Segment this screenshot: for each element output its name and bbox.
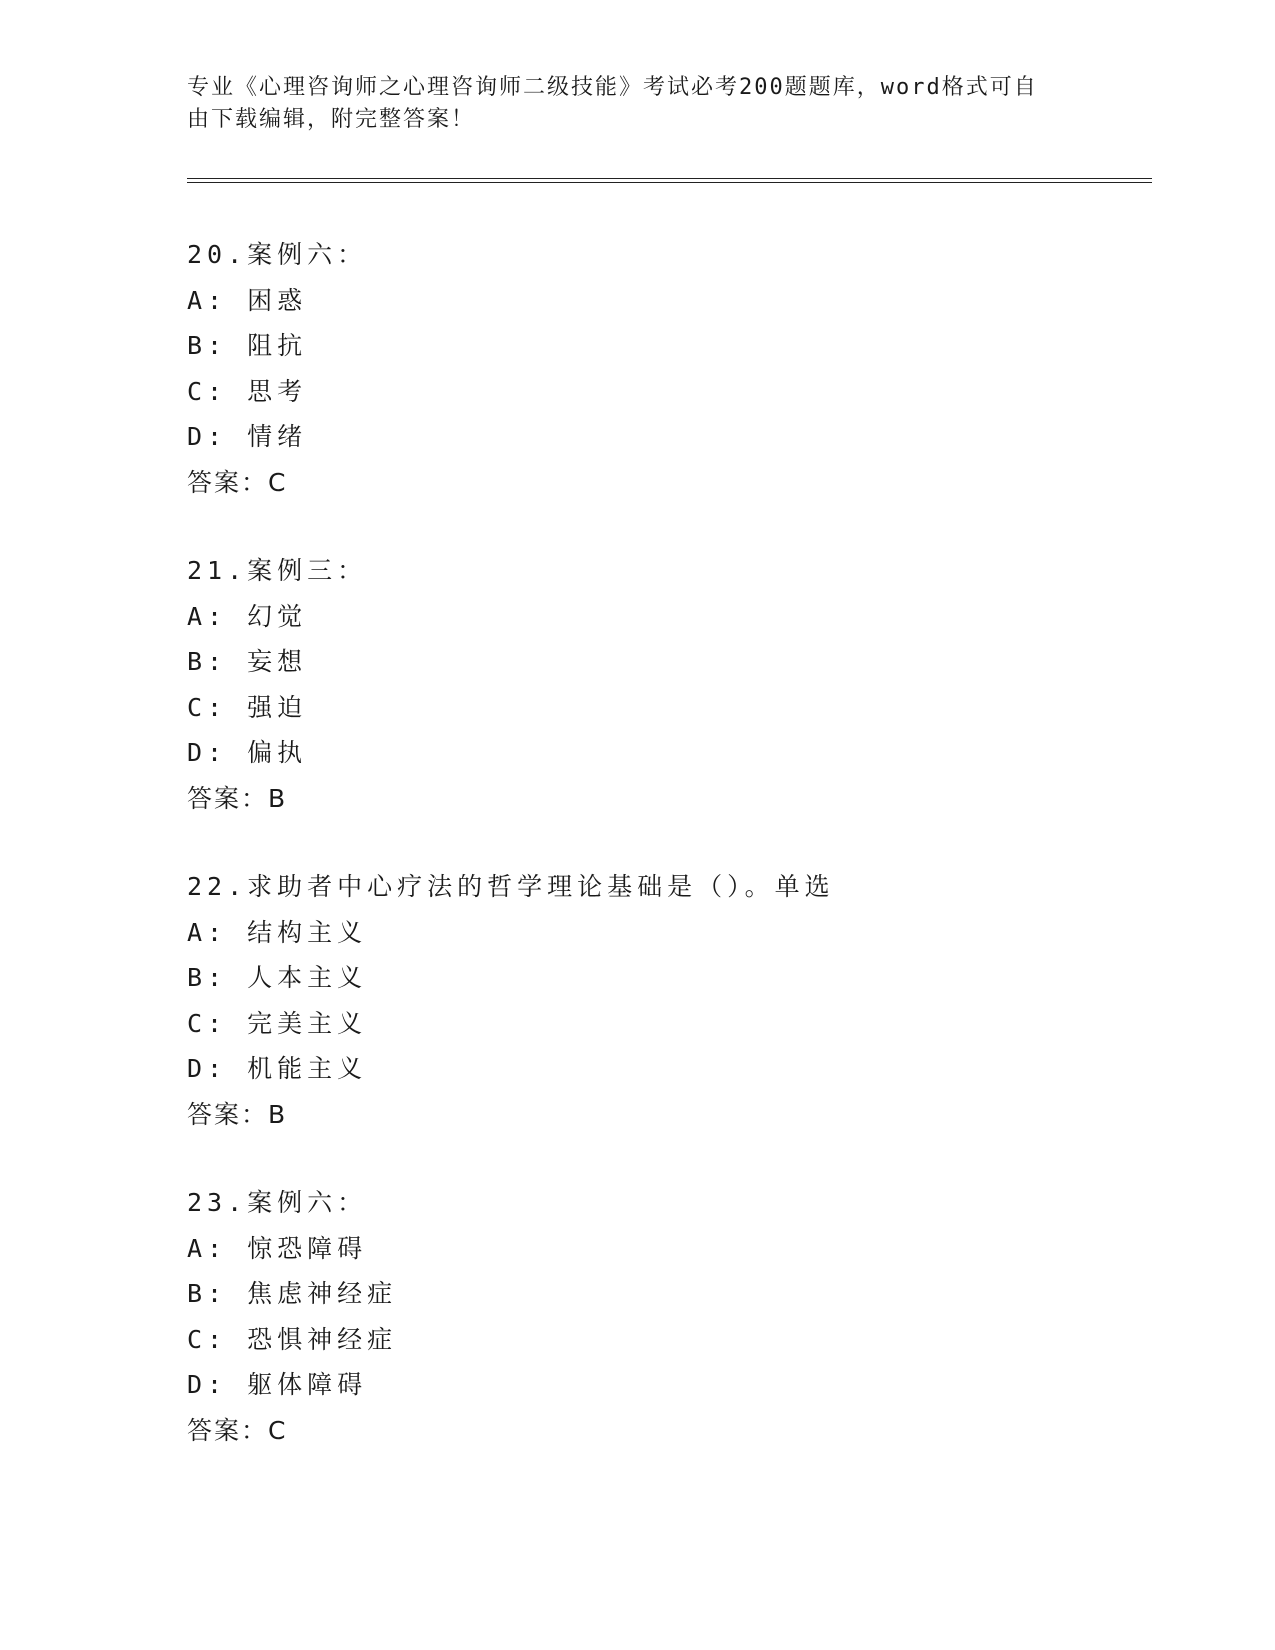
question-20 xyxy=(187,232,1152,505)
option-c: C: 恐惧神经症 xyxy=(187,1324,398,1354)
option-c: C: 强迫 xyxy=(187,692,308,722)
question-21 xyxy=(187,548,1152,821)
option-c: C: 完美主义 xyxy=(187,1008,368,1038)
option-a: A: 结构主义 xyxy=(187,917,368,947)
option-d: D: 机能主义 xyxy=(187,1054,368,1083)
header-line-2: 由下载编辑，附完整答案！ xyxy=(187,107,476,132)
option-b: B: 人本主义 xyxy=(187,963,368,992)
option-d: D: 偏执 xyxy=(187,738,308,767)
option-d: D: 情绪 xyxy=(187,422,308,451)
question-stem: 23.案例六： xyxy=(187,1188,368,1217)
answer-line: 答案：B xyxy=(187,1099,288,1129)
option-b: B: 妄想 xyxy=(187,647,308,676)
header-divider-top xyxy=(187,178,1152,179)
option-a: A: 幻觉 xyxy=(187,601,308,631)
question-stem: 22.求助者中心疗法的哲学理论基础是（）。单选 xyxy=(187,872,835,901)
option-c: C: 思考 xyxy=(187,376,308,406)
option-a: A: 惊恐障碍 xyxy=(187,1233,368,1263)
option-a: A: 困惑 xyxy=(187,285,308,315)
document-header xyxy=(187,72,1067,136)
question-23 xyxy=(187,1180,1152,1453)
answer-line: 答案：C xyxy=(187,1415,288,1445)
header-line-1: 专业《心理咨询师之心理咨询师二级技能》考试必考200题题库，word格式可自 xyxy=(187,75,1038,100)
option-b: B: 阻抗 xyxy=(187,331,308,360)
question-22 xyxy=(187,864,1152,1137)
option-d: D: 躯体障碍 xyxy=(187,1370,368,1399)
question-stem: 20.案例六： xyxy=(187,240,368,269)
answer-line: 答案：B xyxy=(187,783,288,813)
header-divider-bottom xyxy=(187,182,1152,183)
option-b: B: 焦虑神经症 xyxy=(187,1279,398,1308)
question-stem: 21.案例三： xyxy=(187,556,368,585)
answer-line: 答案：C xyxy=(187,467,288,497)
